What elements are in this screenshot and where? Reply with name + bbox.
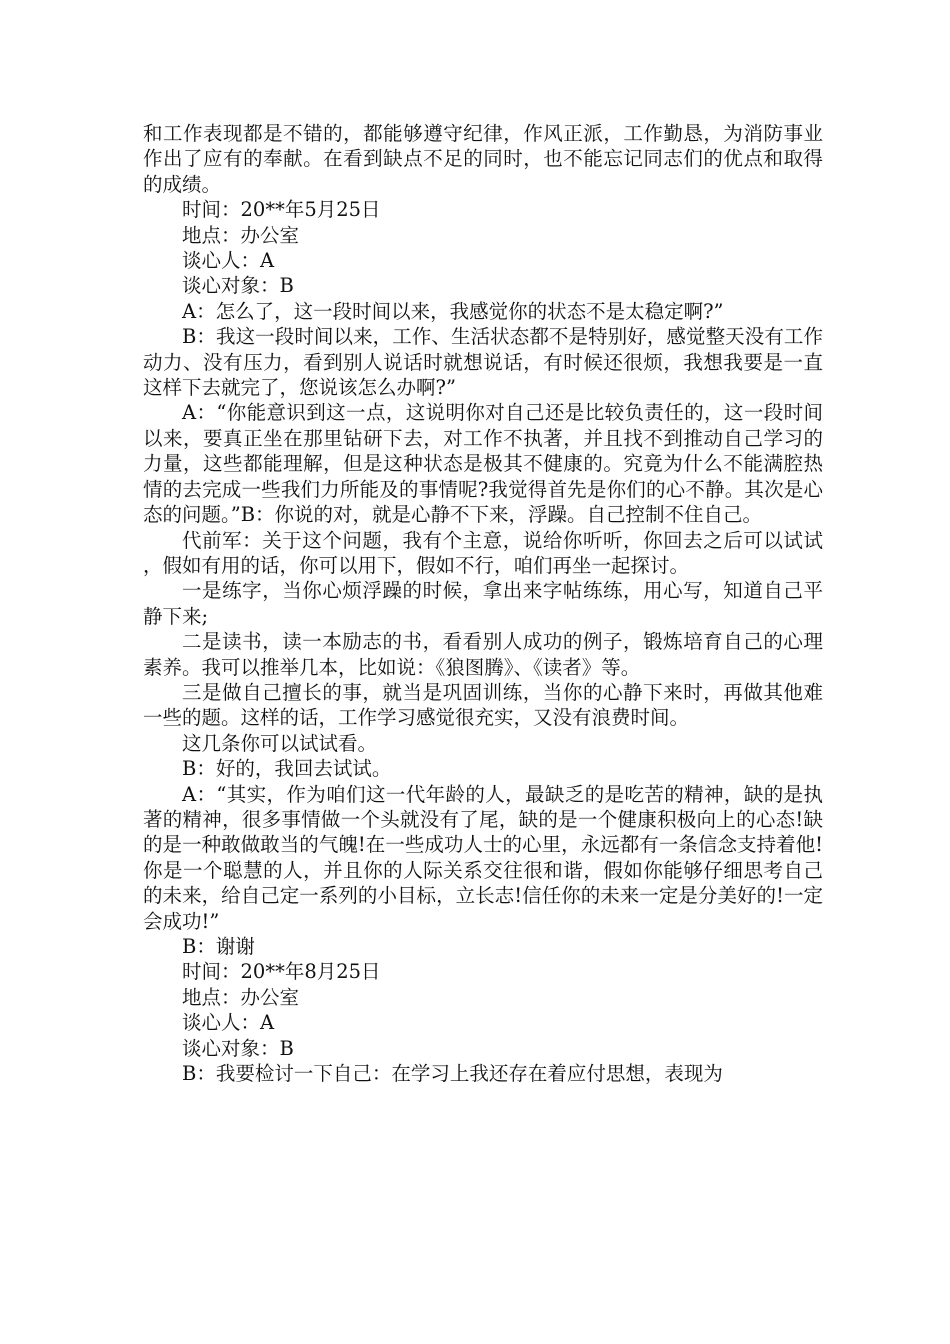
meeting-subject: 谈心对象：B — [182, 1036, 294, 1060]
dialogue-paragraph: A：“你能意识到这一点，这说明你对自己还是比较负责任的，这一段时间以来，要真正坐在那里钻研下去，对工作不执著，并且找不到推动自己学习的力量，这些都能理解，但是这种状态是极其不健康的。究竟为什么不能满腔热情的去完成一些我们力所能及的事情呢?我觉得首先是你们的心不静。其次是心态的问题。”B：你说的对，就是心静不下来，浮躁。自己控制不住自己。 — [143, 401, 823, 527]
meeting-talker: 谈心人：A — [182, 1011, 275, 1035]
paragraph: 和工作表现都是不错的，都能够遵守纪律，作风正派，工作勤恳，为消防事业作出了应有的奉献。在看到缺点不足的同时，也不能忘记同志们的优点和取得的成绩。 — [143, 122, 823, 196]
dialogue-paragraph: 代前军：关于这个问题，我有个主意，说给你听听，你回去之后可以试试，假如有用的话，你可以用下，假如不行，咱们再坐一起探讨。 — [143, 528, 823, 577]
dialogue-paragraph: 二是读书，读一本励志的书，看看别人成功的例子，锻炼培育自己的心理素养。我可以推举几本，比如说：《狼图腾》、《读者》等。 — [143, 630, 823, 679]
document-body — [143, 121, 823, 1086]
meeting-time: 时间：20**年5月25日 — [182, 198, 381, 222]
meeting-time: 时间：20**年8月25日 — [182, 960, 381, 984]
meeting-location: 地点：办公室 — [182, 223, 300, 247]
dialogue-paragraph: 这几条你可以试试看。 — [182, 731, 378, 755]
dialogue-paragraph: B：谢谢 — [182, 935, 255, 958]
dialogue-paragraph: 三是做自己擅长的事，就当是巩固训练，当你的心静下来时，再做其他难一些的题。这样的话，工作学习感觉很充实，又没有浪费时间。 — [143, 680, 823, 730]
dialogue-paragraph: B：好的，我回去试试。 — [182, 757, 392, 781]
dialogue-paragraph: A：“其实，作为咱们这一代年龄的人，最缺乏的是吃苦的精神，缺的是执著的精神，很多事情做一个头就没有了尾，缺的是一个健康积极向上的心态!缺的是一种敢做敢当的气魄!在一些成功人士的心里，永远都有一条信念支持着他!你是一个聪慧的人，并且你的人际关系交往很和谐，假如你能够仔细思考自己的未来，给自己定一系列的小目标，立长志!信任你的未来一定是分美好的!一定会成功!” — [143, 782, 823, 933]
meeting-talker: 谈心人：A — [182, 249, 275, 273]
meeting-location: 地点：办公室 — [182, 985, 300, 1009]
dialogue-paragraph: B：我这一段时间以来，工作、生活状态都不是特别好，感觉整天没有工作动力、没有压力，看到别人说话时就想说话，有时候还很烦，我想我要是一直这样下去就完了，您说该怎么办啊?” — [143, 325, 823, 400]
meeting-subject: 谈心对象：B — [182, 274, 294, 298]
dialogue-paragraph: A：怎么了，这一段时间以来，我感觉你的状态不是太稳定啊?” — [182, 299, 724, 323]
dialogue-paragraph: B：我要检讨一下自己：在学习上我还存在着应付思想，表现为 — [182, 1062, 723, 1086]
dialogue-paragraph: 一是练字，当你心烦浮躁的时候，拿出来字帖练练，用心写，知道自己平静下来; — [143, 579, 823, 628]
